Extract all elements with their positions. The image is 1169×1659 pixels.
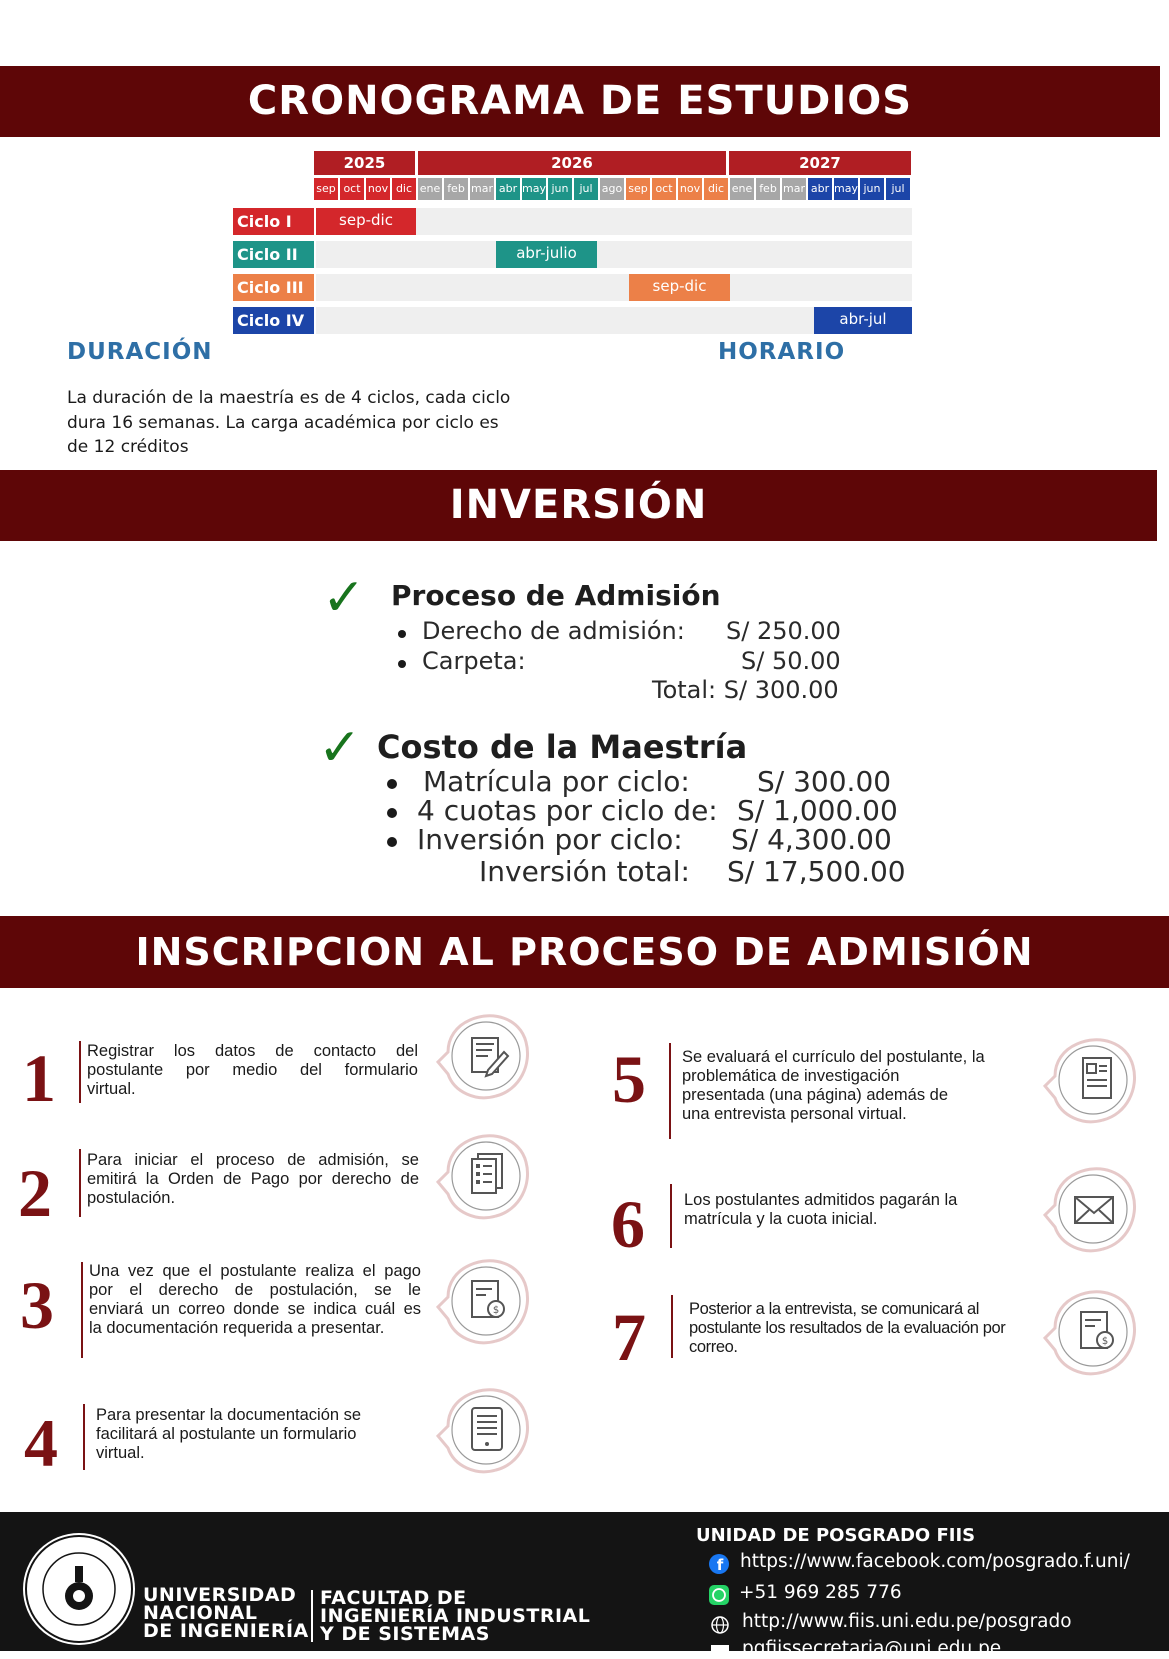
text-line: de 12 créditos [67, 437, 189, 457]
inversion-title: INVERSIÓN [449, 482, 708, 528]
document-money-icon [1041, 1288, 1137, 1376]
text-line: Para iniciar el proceso de admisión, se [87, 1151, 419, 1169]
step-text [684, 1191, 1004, 1229]
row-track [316, 241, 912, 268]
website-link[interactable]: http://www.fiis.uni.edu.pe/posgrado [742, 1611, 1072, 1632]
facebook-link[interactable]: https://www.facebook.com/posgrado.f.uni/ [740, 1551, 1130, 1572]
horario-heading: HORARIO [718, 339, 846, 365]
step-divider [81, 1262, 83, 1358]
inversion-banner [0, 470, 1157, 541]
step-divider [83, 1404, 85, 1470]
university-seal-logo [20, 1526, 138, 1651]
maestria-item-label: Matrícula por ciclo: [423, 765, 690, 798]
inscripcion-banner [0, 916, 1169, 988]
cronograma-banner [0, 66, 1160, 137]
month-cell: abr [808, 178, 832, 200]
check-icon: ✓ [322, 568, 366, 628]
text-line: Registrar los datos de contacto del [87, 1042, 418, 1060]
text-line: postulante por medio del formulario [87, 1061, 418, 1079]
form-edit-icon [434, 1012, 530, 1100]
step-text [682, 1048, 1034, 1124]
month-cell: jun [860, 178, 884, 200]
month-cell: abr [496, 178, 520, 200]
step-text [689, 1300, 1034, 1357]
step-divider [79, 1041, 81, 1103]
period-bar-ciclo-4: abr-jul [814, 307, 912, 334]
maestria-item-value: S/ 300.00 [757, 765, 892, 798]
year-2025: 2025 [314, 151, 415, 175]
document-money-icon [434, 1257, 530, 1345]
text-line: FACULTAD DE [320, 1587, 467, 1609]
month-cell: may [522, 178, 546, 200]
text-line: emitirá la Orden de Pago por derecho de [87, 1170, 419, 1188]
month-cell: jun [548, 178, 572, 200]
admision-item-label: Carpeta: [422, 647, 526, 675]
envelope-icon [1041, 1165, 1137, 1253]
admision-item-value: S/ 50.00 [741, 647, 841, 675]
footer [0, 1512, 1169, 1659]
text-line: Para presentar la documentación se [96, 1406, 362, 1424]
text-line: virtual. [96, 1444, 145, 1462]
year-2027: 2027 [729, 151, 911, 175]
bullet-icon [398, 630, 406, 638]
month-cell: sep [314, 178, 338, 200]
month-cell: sep [626, 178, 650, 200]
step-number: 2 [18, 1155, 52, 1231]
month-cell: nov [678, 178, 702, 200]
step-number: 6 [611, 1186, 645, 1262]
duracion-text [67, 386, 587, 460]
month-cell: nov [366, 178, 390, 200]
email-icon [710, 1644, 730, 1658]
step-divider [670, 1184, 672, 1248]
text-line: NACIONAL [143, 1602, 258, 1624]
text-line: dura 16 semanas. La carga académica por ciclo es [67, 412, 499, 433]
documents-list-icon [434, 1132, 530, 1220]
facebook-icon [708, 1553, 730, 1575]
text-line: postulación. [87, 1189, 176, 1207]
text-line: postulante los resultados de la evaluación por [689, 1319, 1006, 1337]
unit-title: UNIDAD DE POSGRADO FIIS [696, 1525, 976, 1546]
email-link[interactable]: pgfiissecretaria@uni.edu.pe [742, 1638, 1002, 1659]
month-cell: oct [652, 178, 676, 200]
step-text [87, 1151, 419, 1208]
month-cell: may [834, 178, 858, 200]
period-bar-ciclo-3: sep-dic [629, 274, 730, 301]
text-line: correo. [689, 1338, 738, 1356]
text-line: por el derecho de postulación, se le [89, 1281, 421, 1299]
maestria-total-label: Inversión total: [479, 855, 690, 888]
whatsapp-icon [708, 1584, 730, 1606]
inscripcion-title: INSCRIPCION AL PROCESO DE ADMISIÓN [135, 930, 1034, 974]
text-line: Una vez que el postulante realiza el pago [89, 1262, 421, 1280]
month-cell: ago [600, 178, 624, 200]
svg-text:$: $ [492, 1305, 500, 1316]
text-line: enviará un correo donde se indica cuál es [89, 1300, 421, 1318]
globe-icon [710, 1615, 730, 1635]
bullet-icon [387, 837, 397, 847]
text-line: virtual. [87, 1080, 136, 1098]
text-line: INGENIERÍA INDUSTRIAL [320, 1605, 591, 1627]
month-cell: mar [782, 178, 806, 200]
month-cell: feb [756, 178, 780, 200]
text-line: La duración de la maestría es de 4 ciclos, cada ciclo [67, 388, 511, 408]
resume-icon [1041, 1036, 1137, 1124]
month-cell: ene [730, 178, 754, 200]
maestria-item-value: S/ 1,000.00 [737, 794, 898, 827]
row-label-ciclo-1: Ciclo I [233, 208, 314, 235]
maestria-item-value: S/ 4,300.00 [731, 823, 892, 856]
year-2026: 2026 [418, 151, 726, 175]
step-number: 3 [20, 1267, 54, 1343]
row-label-ciclo-4: Ciclo IV [233, 307, 314, 334]
bullet-icon [387, 779, 397, 789]
text-line: Y DE SISTEMAS [320, 1623, 490, 1645]
text-line: UNIVERSIDAD [143, 1584, 297, 1606]
duracion-heading: DURACIÓN [67, 339, 213, 365]
tablet-form-icon [434, 1386, 530, 1474]
university-name [143, 1586, 309, 1640]
maestria-title: Costo de la Maestría [377, 728, 748, 766]
period-bar-ciclo-1: sep-dic [316, 208, 416, 235]
row-label-ciclo-3: Ciclo III [233, 274, 314, 301]
phone-number[interactable]: +51 969 285 776 [739, 1582, 902, 1603]
text-line: Posterior a la entrevista, se comunicará al [689, 1300, 980, 1318]
text-line: problemática de investigación [682, 1067, 900, 1085]
text-line: matrícula y la cuota inicial. [684, 1210, 878, 1228]
step-divider [79, 1149, 81, 1217]
maestria-item-label: 4 cuotas por ciclo de: [417, 794, 718, 827]
footer-divider [311, 1590, 313, 1642]
text-line: facilitará al postulante un formulario [96, 1425, 357, 1443]
row-track [316, 274, 912, 301]
text-line: DE INGENIERÍA [143, 1620, 309, 1642]
step-number: 1 [22, 1040, 56, 1116]
month-cell: ene [418, 178, 442, 200]
text-line: una entrevista personal virtual. [682, 1105, 907, 1123]
check-icon: ✓ [318, 718, 362, 778]
month-cell: dic [704, 178, 728, 200]
step-number: 7 [612, 1299, 646, 1375]
step-text [89, 1262, 421, 1338]
month-cell: jul [886, 178, 910, 200]
text-line: Los postulantes admitidos pagarán la [684, 1191, 958, 1209]
admision-total: Total: S/ 300.00 [652, 676, 839, 704]
faculty-name [320, 1589, 590, 1643]
step-divider [669, 1043, 671, 1139]
text-line: la documentación requerida a presentar. [89, 1319, 385, 1337]
svg-text:$: $ [1101, 1336, 1109, 1347]
month-cell: feb [444, 178, 468, 200]
maestria-item-label: Inversión por ciclo: [417, 823, 683, 856]
month-cell: jul [574, 178, 598, 200]
step-number: 5 [612, 1041, 646, 1117]
cronograma-title: CRONOGRAMA DE ESTUDIOS [247, 78, 913, 124]
admision-item-label: Derecho de admisión: [422, 617, 685, 645]
bullet-icon [398, 660, 406, 668]
svg-text:f: f [716, 1556, 724, 1574]
month-cell: dic [392, 178, 416, 200]
step-text [96, 1406, 416, 1463]
step-text [87, 1042, 418, 1099]
maestria-total-value: S/ 17,500.00 [727, 855, 906, 888]
row-label-ciclo-2: Ciclo II [233, 241, 314, 268]
month-cell: mar [470, 178, 494, 200]
step-number: 4 [24, 1405, 58, 1481]
admision-title: Proceso de Admisión [391, 579, 721, 612]
bullet-icon [387, 808, 397, 818]
admision-item-value: S/ 250.00 [726, 617, 841, 645]
text-line: presentada (una página) además de [682, 1086, 949, 1104]
month-cell: oct [340, 178, 364, 200]
step-divider [671, 1295, 673, 1358]
period-bar-ciclo-2: abr-julio [496, 241, 597, 268]
text-line: Se evaluará el currículo del postulante, la [682, 1048, 985, 1066]
